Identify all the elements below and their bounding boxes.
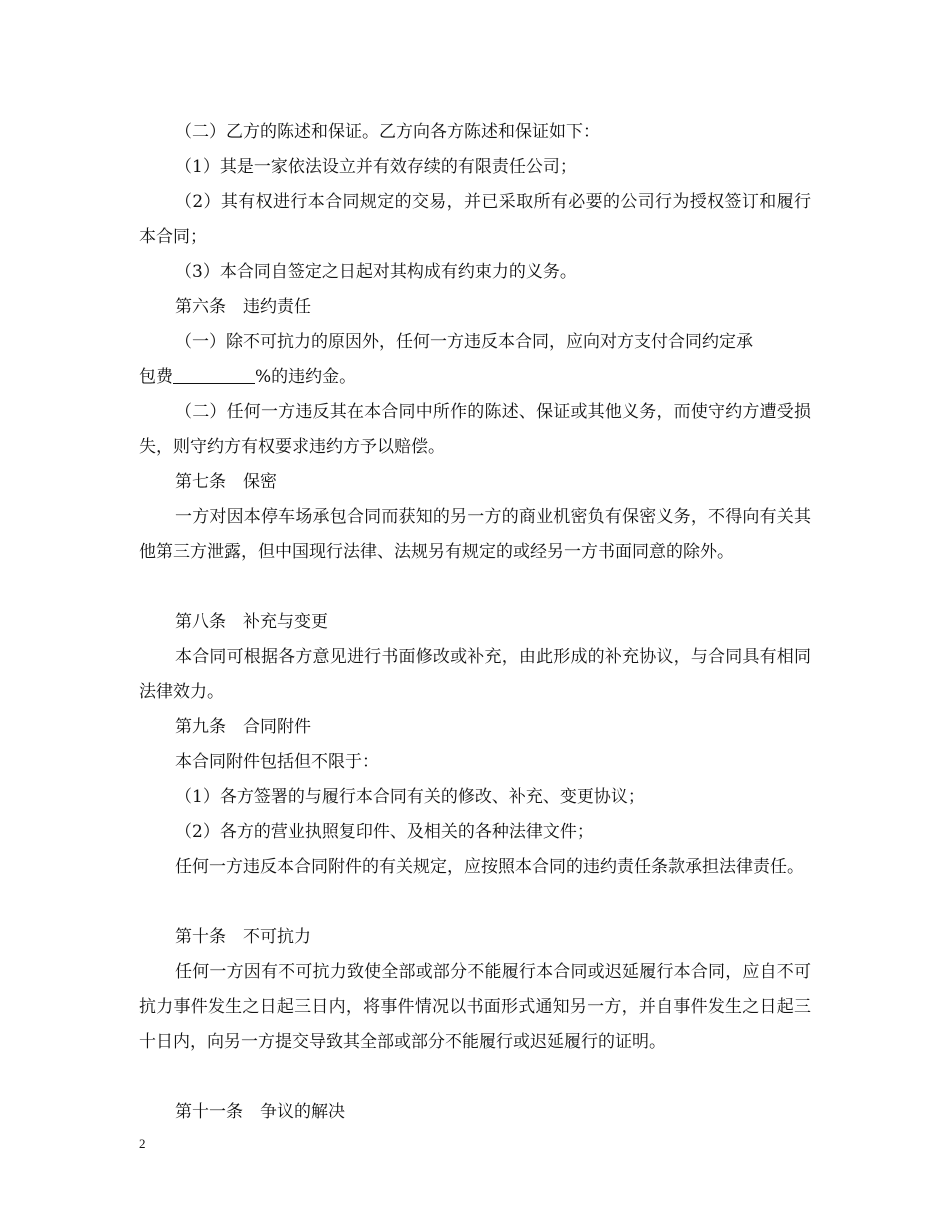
article-10-heading: 第十条 不可抗力 xyxy=(175,927,311,947)
penalty-suffix: %的违约金。 xyxy=(255,367,357,387)
paragraph-confidentiality: 一方对因本停车场承包合同而获知的另一方的商业机密负有保密义务，不得向有关其他第三方泄露，但中国现行法律、法规另有规定的或经另一方书面同意的除外。 xyxy=(139,507,811,562)
article-7-heading: 第七条 保密 xyxy=(175,472,277,492)
paragraph-breach-1: （一）除不可抗力的原因外，任何一方违反本合同，应向对方支付合同约定承 xyxy=(175,332,753,352)
fill-in-blank xyxy=(173,363,255,384)
article-11-heading: 第十一条 争议的解决 xyxy=(175,1102,345,1122)
paragraph-annex-item-1: （1）各方签署的与履行本合同有关的修改、补充、变更协议； xyxy=(175,787,645,807)
page-number: 2 xyxy=(139,1136,146,1151)
paragraph-annex-item-2: （2）各方的营业执照复印件、及相关的各种法律文件； xyxy=(175,822,594,842)
penalty-prefix: 包费 xyxy=(139,367,173,387)
article-9-heading: 第九条 合同附件 xyxy=(175,717,311,737)
paragraph-force-majeure: 任何一方因有不可抗力致使全部或部分不能履行本合同或迟延履行本合同，应自不可抗力事件发生之日起三日内，将事件情况以书面形式通知另一方，并自事件发生之日起三十日内，向另一方提交导致其全部或部分不能履行或迟延履行的证明。 xyxy=(139,962,811,1052)
article-6-heading: 第六条 违约责任 xyxy=(175,297,311,317)
paragraph-amendment: 本合同可根据各方意见进行书面修改或补充，由此形成的补充协议，与合同具有相同法律效力。 xyxy=(139,647,811,702)
paragraph-item-1: （1）其是一家依法设立并有效存续的有限责任公司； xyxy=(175,157,577,177)
paragraph-breach-2: （二）任何一方违反其在本合同中所作的陈述、保证或其他义务，而使守约方遭受损失，则守约方有权要求违约方予以赔偿。 xyxy=(139,402,811,457)
paragraph-penalty-line xyxy=(139,360,811,395)
paragraph-annex-breach: 任何一方违反本合同附件的有关规定，应按照本合同的违约责任条款承担法律责任。 xyxy=(175,857,804,877)
paragraph-item-3: （3）本合同自签定之日起对其构成有约束力的义务。 xyxy=(175,262,577,282)
paragraph-item-2: （2）其有权进行本合同规定的交易，并已采取所有必要的公司行为授权签订和履行本合同； xyxy=(139,192,811,247)
paragraph-party-b-representations: （二）乙方的陈述和保证。乙方向各方陈述和保证如下： xyxy=(175,122,600,142)
paragraph-annex-intro: 本合同附件包括但不限于： xyxy=(175,752,379,772)
article-8-heading: 第八条 补充与变更 xyxy=(175,612,328,632)
